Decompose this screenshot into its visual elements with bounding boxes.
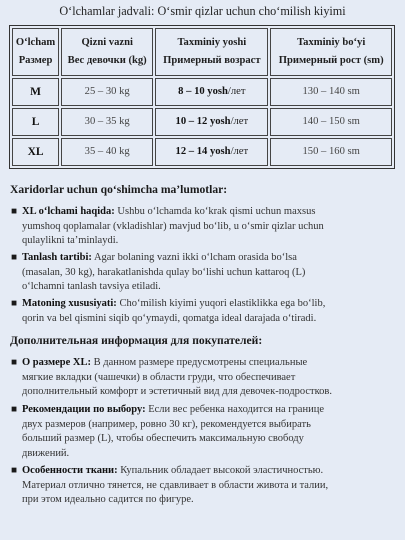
height-cell: 140 – 150 sm	[270, 108, 392, 136]
ru-item-xl: О размере XL: В данном размере предусмотрены специальные мягкие вкладки (чашечки) в области груди, что обеспечивает дополнительный комфорт и эстетичный вид для девочек-подростков.	[22, 357, 333, 398]
page-title: O‘lchamlar jadvali: O‘smir qizlar uchun cho‘milish kiyimi	[59, 4, 346, 18]
weight-cell: 25 – 30 kg	[61, 78, 153, 106]
bullet-icon: ■	[11, 252, 18, 263]
ru-section-title: Дополнительная информация для покупателей:	[10, 334, 263, 347]
bullet-icon: ■	[11, 206, 18, 217]
bullet-icon: ■	[11, 465, 18, 476]
age-cell: 8 – 10 yosh/лет	[155, 78, 268, 106]
size-cell: L	[12, 108, 59, 136]
height-cell: 130 – 140 sm	[270, 78, 392, 106]
weight-cell: 35 – 40 kg	[61, 138, 153, 166]
table-row	[12, 78, 392, 106]
table-header-row	[12, 28, 392, 76]
table-row	[12, 108, 392, 136]
uz-item-selection: Tanlash tartibi: Agar bolaning vazni ikki o‘lcham orasida bo‘lsa (masalan, 30 kg), harakatlanishda qulay bo‘lishi uchun kattaroq (L) o‘lchamni tanlash tavsiya etiladi.	[22, 252, 306, 293]
header-weight: Qizni vazni Вес девочки (kg)	[61, 28, 153, 76]
size-chart-table	[9, 25, 395, 169]
ru-item-fabric: Особенности ткани: Купальник обладает высокой эластичностью. Материал отлично тянется, не сдавливает в области живота и талии, при этом идеально садится по фигуре.	[22, 465, 329, 506]
size-cell: XL	[12, 138, 59, 166]
weight-cell: 30 – 35 kg	[61, 108, 153, 136]
uz-section-title: Xaridorlar uchun qo‘shimcha ma’lumotlar:	[10, 183, 228, 196]
header-height: Taxminiy bo‘yi Примерный рост (sm)	[270, 28, 392, 76]
uz-item-fabric: Matoning xususiyati: Cho‘milish kiyimi yuqori elastiklikka ega bo‘lib, qorin va bel qismini siqib qo‘ymaydi, qomatga ideal darajada o‘tiradi.	[22, 298, 326, 324]
height-cell: 150 – 160 sm	[270, 138, 392, 166]
bullet-icon: ■	[11, 357, 18, 368]
bullet-icon: ■	[11, 298, 18, 309]
size-cell: M	[12, 78, 59, 106]
uz-item-xl: XL o‘lchami haqida: Ushbu o‘lchamda ko‘krak qismi uchun maxsus yumshoq qoplamalar (vkladishlar) mavjud bo‘lib, u o‘smir qizlar uchun qulaylikni ta’minlaydi.	[22, 206, 324, 247]
table-row	[12, 138, 392, 166]
header-size: O‘lcham Размер	[12, 28, 59, 76]
header-age: Taxminiy yoshi Примерный возраст	[155, 28, 268, 76]
age-cell: 12 – 14 yosh/лет	[155, 138, 268, 166]
ru-item-recommendations: Рекомендации по выбору: Если вес ребенка находится на границе двух размеров (например, ровно 30 кг), рекомендуется выбирать больший размер (L), чтобы обеспечить максимальную свободу движений.	[22, 404, 324, 460]
age-cell: 10 – 12 yosh/лет	[155, 108, 268, 136]
bullet-icon: ■	[11, 404, 18, 415]
